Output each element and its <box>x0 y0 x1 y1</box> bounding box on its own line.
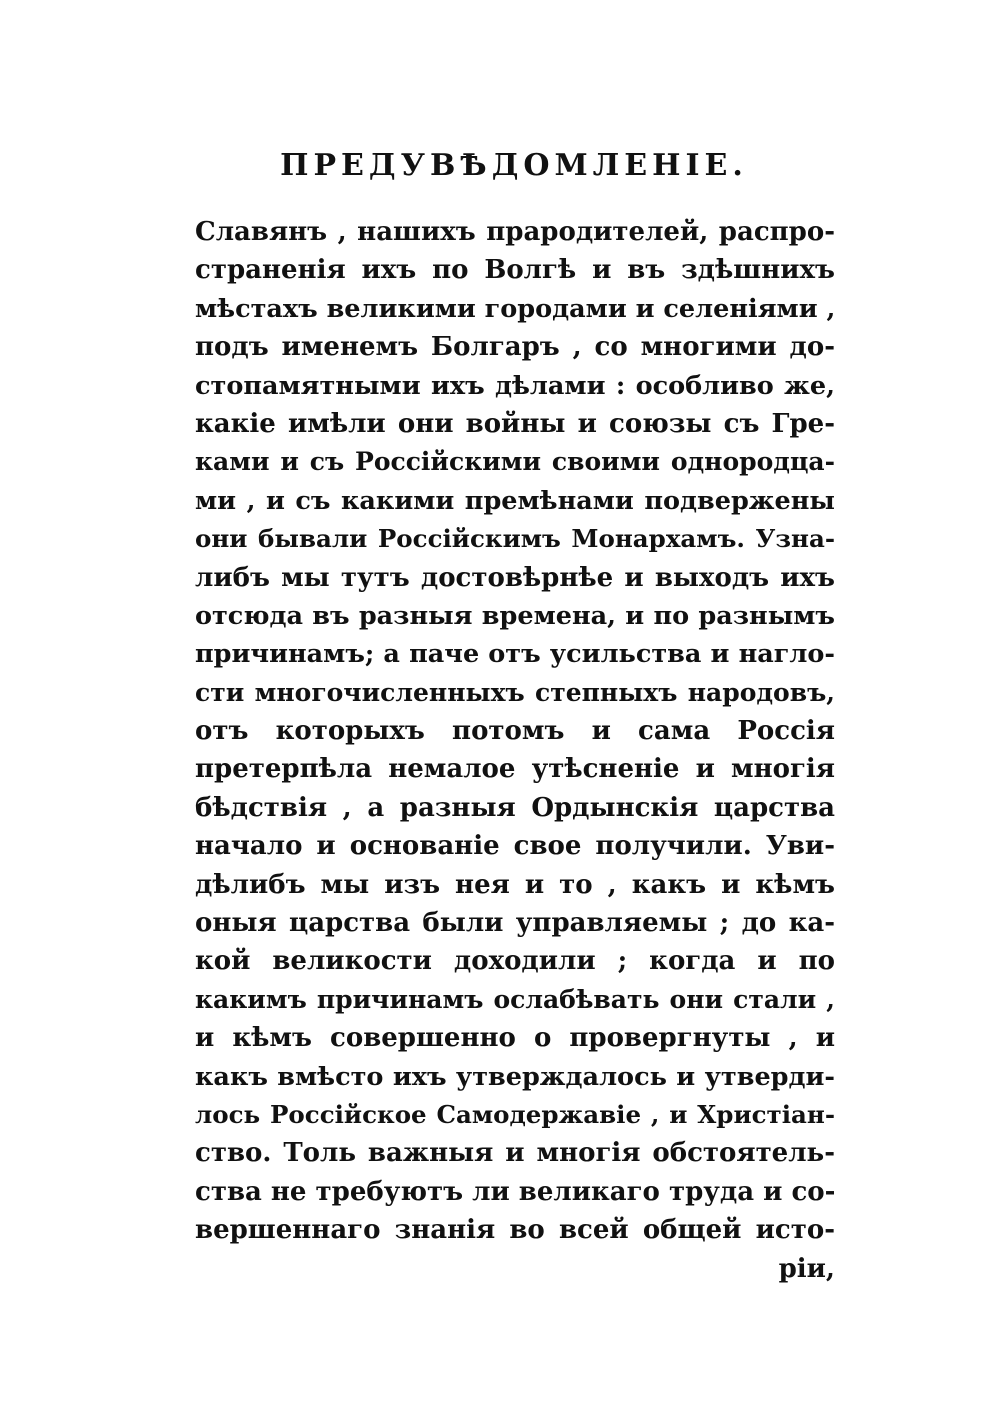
text-line: Славянъ , нашихъ прародителей, распро- <box>195 217 835 247</box>
text-line: какіе имѣли они войны и союзы съ Гре- <box>195 408 835 439</box>
text-line: они бывали Россійскимъ Монархамъ. Узна- <box>195 524 835 554</box>
text-line: какъ вмѣсто ихъ утверждалось и утверди- <box>195 1061 835 1092</box>
text-line: ми , и съ какими премѣнами подвержены <box>195 485 835 516</box>
running-title: ПРЕДУВѢДОМЛЕНІЕ. <box>280 148 748 183</box>
text-line: бѣдствія , а разныя Ордынскія царства <box>195 792 835 823</box>
text-line: претерпѣла немалое утѣсненіе и многія <box>195 754 835 785</box>
text-line: кой великости доходили ; когда и по <box>195 946 835 977</box>
text-line: какимъ причинамъ ослабѣвать они стали , <box>195 984 835 1014</box>
text-line: либъ мы тутъ достовѣрнѣе и выходъ ихъ <box>195 562 835 593</box>
text-line: сти многочисленныхъ степныхъ народовъ, <box>195 677 835 707</box>
text-line: вершеннаго знанія во всей общей исто- <box>195 1215 835 1246</box>
body-text <box>195 213 835 1288</box>
text-line: лось Россійское Самодержавіе , и Христіан- <box>195 1099 835 1129</box>
text-line: дѣлибъ мы изъ нея и то , какъ и кѣмъ <box>195 869 835 900</box>
text-line: ства не требуютъ ли великаго труда и со- <box>195 1176 835 1207</box>
text-line: страненія ихъ по Волгѣ и въ здѣшнихъ <box>195 255 835 286</box>
text-line: причинамъ; а паче отъ усильства и нагло- <box>195 639 835 670</box>
text-line: стопамятными ихъ дѣлами : особливо же, <box>195 370 835 401</box>
text-line: подъ именемъ Болгаръ , со многими до- <box>195 332 835 363</box>
text-line: ство. Толь важныя и многія обстоятель- <box>195 1138 835 1169</box>
text-line: мѣстахъ великими городами и селеніями , <box>195 293 835 324</box>
text-line: начало и основаніе свое получили. Уви- <box>195 831 835 862</box>
text-line: оныя царства были управляемы ; до ка- <box>195 908 835 939</box>
text-line: отъ которыхъ потомъ и сама Россія <box>195 716 835 747</box>
catchword: ріи, <box>778 1253 835 1284</box>
text-line: отсюда въ разныя времена, и по разнымъ <box>195 600 835 631</box>
text-line: и кѣмъ совершенно о провергнуты , и <box>195 1023 835 1054</box>
text-line: ками и съ Россійскими своими однородца- <box>195 447 835 477</box>
